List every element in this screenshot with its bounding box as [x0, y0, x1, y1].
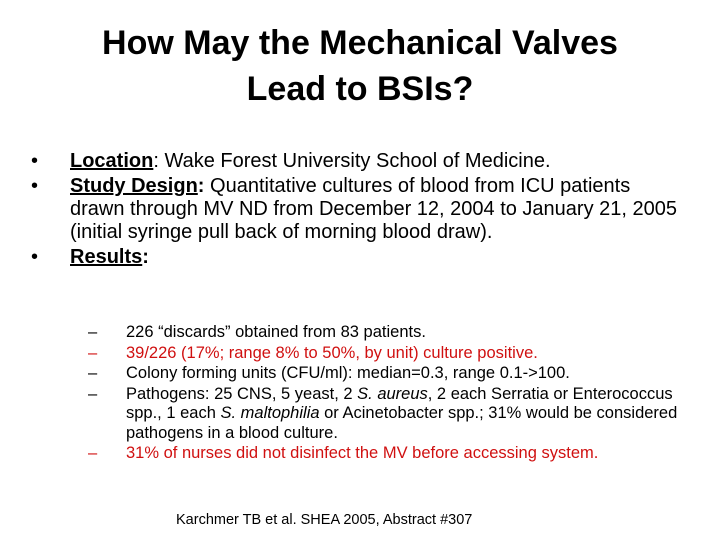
- bullet-dot-icon: •: [31, 246, 39, 268]
- bullet-separator: :: [197, 175, 205, 197]
- result-italic-organism: S. aureus: [357, 384, 428, 403]
- bullet-dot-icon: •: [31, 175, 39, 197]
- result-item: [88, 344, 688, 364]
- result-text: Pathogens: 25 CNS, 5 yeast, 2: [126, 384, 358, 403]
- bullet-label: Study Design: [70, 175, 198, 197]
- result-text: 226 “discards” obtained from 83 patients.: [126, 323, 426, 341]
- slide-title: [40, 20, 680, 112]
- dash-icon: –: [88, 364, 98, 382]
- result-text: or Acinetobacter spp.; 31% would be considered pathogens in a blood culture.: [126, 404, 678, 442]
- result-italic-organism: S. maltophilia: [220, 404, 320, 422]
- dash-icon: –: [88, 343, 98, 362]
- bullet-separator: :: [153, 150, 159, 172]
- result-text: , 2 each Serratia or Enterococcus spp., 1 each: [126, 384, 673, 422]
- result-text: 31% of nurses did not disinfect the MV before accessing system.: [126, 444, 599, 462]
- result-item: [88, 444, 688, 464]
- result-text: 39/226 (17%; range 8% to 50%, by unit) culture positive.: [126, 343, 538, 362]
- bullet-list: [28, 150, 688, 271]
- result-text: Colony forming units (CFU/ml): median=0.3, range 0.1->100.: [126, 364, 570, 382]
- result-item: [88, 364, 688, 384]
- dash-icon: –: [88, 444, 98, 462]
- dash-icon: –: [88, 384, 98, 403]
- bullet-separator: :: [142, 246, 149, 268]
- bullet-label: Location: [70, 150, 154, 172]
- bullet-text: Quantitative cultures of blood from ICU patients drawn through MV ND from December 12, 2004 to January 21, 2005 (initial syringe pull back of morning blood draw).: [70, 175, 677, 243]
- bullet-location: [28, 150, 688, 173]
- results-sublist: [88, 323, 688, 465]
- bullet-text: Wake Forest University School of Medicine.: [158, 150, 551, 172]
- citation: Karchmer TB et al. SHEA 2005, Abstract #307: [176, 512, 473, 528]
- bullet-label: Results: [70, 246, 143, 268]
- bullet-results: [28, 246, 688, 269]
- result-item: [88, 385, 688, 444]
- dash-icon: –: [88, 323, 98, 341]
- slide-title-line-2: Lead to BSIs?: [246, 70, 474, 108]
- result-item: [88, 323, 688, 343]
- bullet-study-design: [28, 175, 688, 244]
- bullet-dot-icon: •: [31, 150, 39, 172]
- slide-title-line-1: How May the Mechanical Valves: [102, 24, 618, 62]
